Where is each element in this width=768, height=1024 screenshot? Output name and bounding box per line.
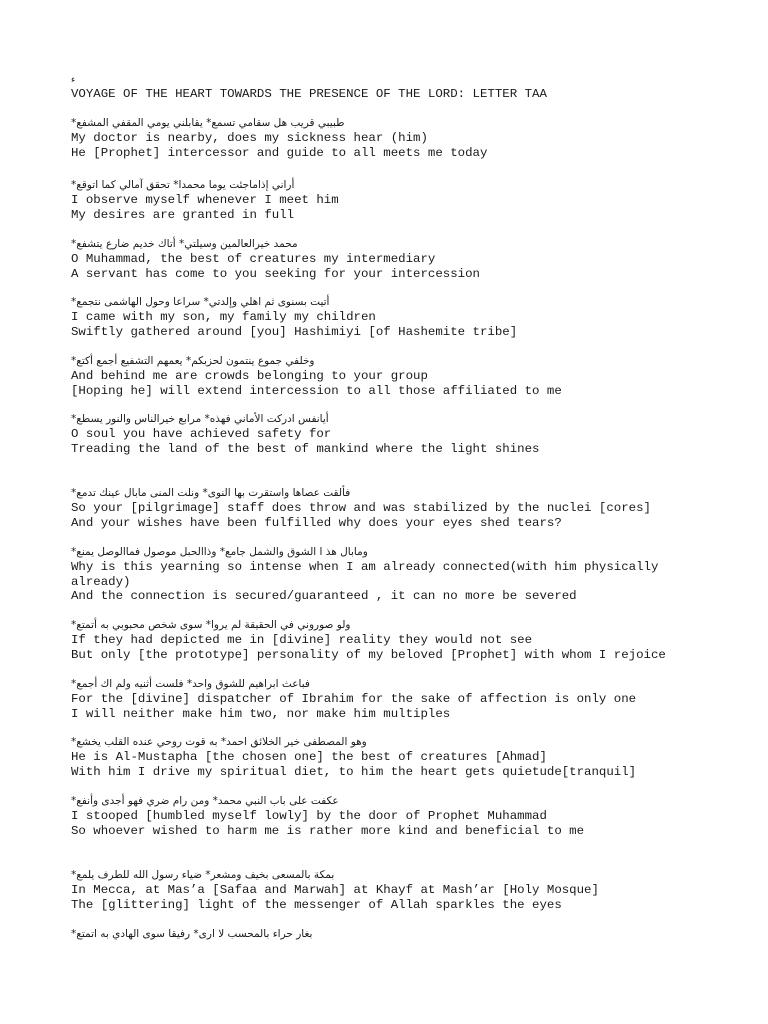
english-line: My desires are granted in full [71,207,295,222]
english-line: He is Al-Mustapha [the chosen one] the best of creatures [Ahmad] [71,750,547,764]
english-line: And the connection is secured/guaranteed , it can no more be severed [71,589,577,604]
english-line: In Mecca, at Mas’a [Safaa and Marwah] at Khayf at Mash’ar [Holy Mosque] [71,883,599,897]
english-line: So your [pilgrimage] staff does throw and was stabilized by the nuclei [cores] [71,501,651,515]
arabic-verse: ولو صوروني في الحقيقة لم يروا* سوى شخص محبوبي به أتمتع* [71,619,351,631]
english-line: The [glittering] light of the messenger of Allah sparkles the eyes [71,897,562,912]
stanza [71,924,711,942]
arabic-verse: عكفت على باب النبي محمد* ومن رام ضري فهو أجدى وأنفع* [71,795,339,807]
english-line: And your wishes have been fulfilled why does your eyes shed tears? [71,515,562,530]
arabic-verse: طبيبي قريب هل سقامي تسمع* يقابلني يومي المقفي المشفع* [71,117,345,129]
english-line: I observe myself whenever I meet him [71,193,339,207]
english-line: Treading the land of the best of mankind where the light shines [71,441,540,456]
arabic-verse: وخلفي جموع ينتمون لحزبكم* يعمهم التشفيع أجمع أكتع* [71,355,315,367]
stanza [71,791,711,838]
english-line: Swiftly gathered around [you] Hashimiyi [of Hashemite tribe] [71,324,518,339]
stanza [71,351,711,398]
stanza [71,483,711,530]
page-mark: ء [71,75,76,85]
arabic-verse: أيانفس ادركت الأماني فهذه* مرابع خيرالناس والنور يسطع* [71,413,329,425]
arabic-verse: وهو المصطفى خير الخلائق احمد* به قوت روحي عنده القلب يخشع* [71,736,367,748]
english-line: My doctor is nearby, does my sickness hear (him) [71,131,428,145]
english-line: O Muhammad, the best of creatures my intermediary [71,252,436,266]
english-line: So whoever wished to harm me is rather more kind and beneficial to me [71,823,585,838]
arabic-verse: بمكة بالمسعى بخيف ومشعر* ضياء رسول الله للطرف يلمع* [71,869,335,881]
arabic-verse: فألقت عصاها واستقرت بها النوى* ونلت المنى مابال عينك تدمع* [71,487,351,499]
english-line: I stooped [humbled myself lowly] by the door of Prophet Muhammad [71,809,547,823]
english-line: With him I drive my spiritual diet, to him the heart gets quietude[tranquil] [71,764,637,779]
english-line: I will neither make him two, nor make him multiples [71,706,451,721]
arabic-verse: ومابال هذ ا الشوق والشمل جامع* وذاالحبل موصول فماالوصل يمنع* [71,546,368,558]
stanza [71,113,711,160]
english-line: He [Prophet] intercessor and guide to all meets me today [71,145,488,160]
stanza [71,542,711,604]
english-line: already) [71,574,131,589]
stanza [71,234,711,281]
arabic-verse: أراني إذاماجئت يوما محمدا* تحقق آمالي كما اتوقع* [71,179,295,191]
arabic-verse: فباعث ابراهيم للشوق واحد* فلست أثنيه ولم اك أجمع* [71,678,310,690]
arabic-verse: بغار حراء بالمحسب لا ارى* رفيقا سوى الهادي به اتمتع* [71,928,313,940]
english-line: O soul you have achieved safety for [71,427,332,441]
english-line: But only [the prototype] personality of my beloved [Prophet] with whom I rejoice [71,647,666,662]
stanza [71,732,711,779]
document-title: VOYAGE OF THE HEART TOWARDS THE PRESENCE OF THE LORD: LETTER TAA [71,87,547,101]
stanza [71,674,711,721]
stanza [71,409,711,456]
english-line: If they had depicted me in [divine] reality they would not see [71,633,533,647]
english-line: And behind me are crowds belonging to your group [71,369,428,383]
stanza [71,175,711,222]
stanza [71,865,711,912]
arabic-verse: محمد خيرالعالمين وسيلتي* أتاك خديم ضارع يتشفع* [71,238,298,250]
english-line: I came with my son, my family my children [71,310,376,324]
stanza [71,292,711,339]
english-line: For the [divine] dispatcher of Ibrahim for the sake of affection is only one [71,692,637,706]
arabic-verse: أتيت بسنوى ثم اهلي وإلدتي* سراعا وحول الهاشمى نتجمع* [71,296,330,308]
english-line: A servant has come to you seeking for your intercession [71,266,480,281]
stanza [71,615,711,662]
english-line: Why is this yearning so intense when I am already connected(with him physically [71,560,659,574]
english-line: [Hoping he] will extend intercession to all those affiliated to me [71,383,562,398]
